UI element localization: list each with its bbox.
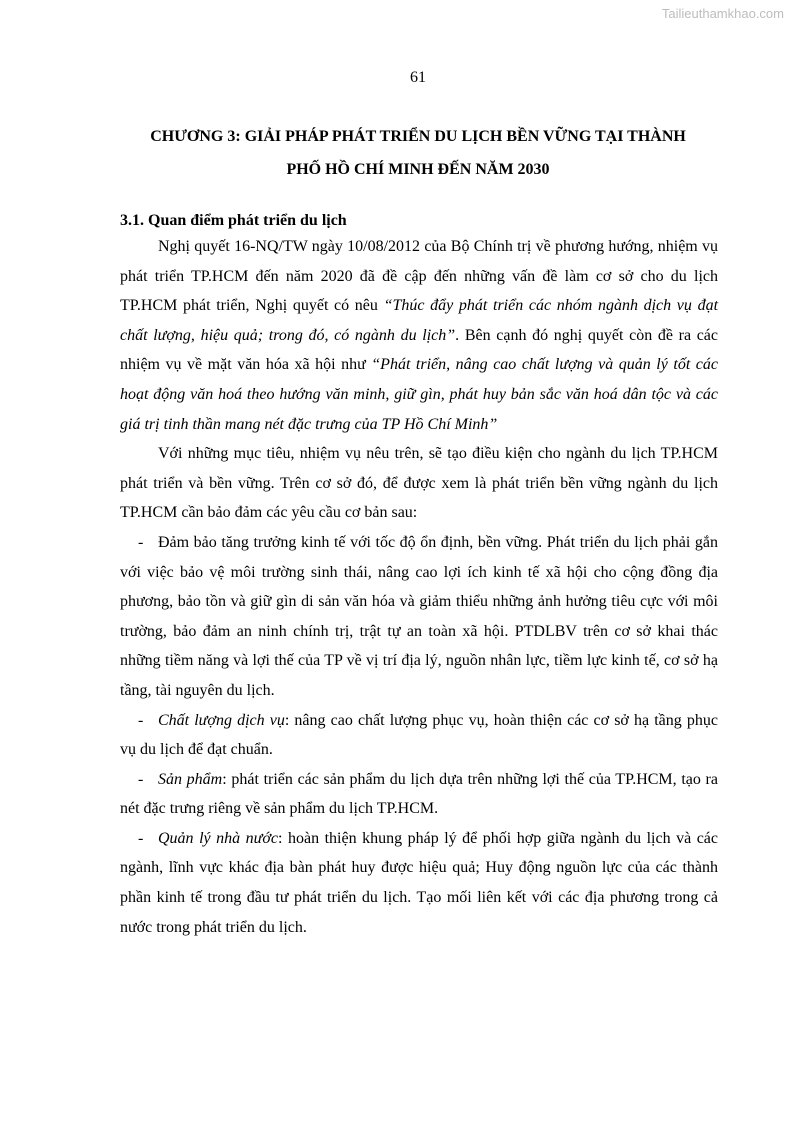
list-item: [120, 528, 718, 706]
list-item: [120, 824, 718, 942]
quote-culture-development: “Phát triển, nâng cao chất lượng và quản lý tốt các hoạt động văn hoá theo hướng văn minh, giữ gìn, phát huy bản sắc văn hoá dân tộc và các giá trị tinh thần mang nét đặc trưng của TP Hồ Chí Minh”: [120, 356, 719, 433]
list-item: [120, 765, 718, 824]
section-heading: 3.1. Quan điểm phát triển du lịch: [120, 212, 347, 229]
bullet-dash: -: [138, 770, 144, 788]
page-number: 61: [410, 69, 426, 86]
bullet-dash: -: [138, 711, 144, 729]
quote-service-development: “Thúc đẩy phát triển các nhóm ngành dịch vụ đạt chất lượng, hiệu quả; trong đó, có ngành du lịch”: [120, 297, 719, 344]
chapter-title-line-1: CHƯƠNG 3: GIẢI PHÁP PHÁT TRIỂN DU LỊCH BỀN VỮNG TẠI THÀNH: [150, 128, 686, 145]
list-item-text: : hoàn thiện khung pháp lý để phối hợp giữa ngành du lịch và các ngành, lĩnh vực khác địa bàn phát huy được hiệu quả; Huy động nguồn lực của các thành phần kinh tế trong đầu tư phát triển du lịch. Tạo mối liên kết với các địa phương trong cả nước trong phát triển du lịch.: [120, 829, 719, 936]
list-item-text: : nâng cao chất lượng phục vụ, hoàn thiện các cơ sở hạ tầng phục vụ du lịch để đạt chuẩn.: [120, 711, 718, 759]
chapter-title-line-2: PHỐ HỒ CHÍ MINH ĐẾN NĂM 2030: [286, 161, 550, 178]
list-item-label: Chất lượng dịch vụ: [158, 711, 285, 729]
paragraph-text: . Bên cạnh đó nghị quyết còn đề ra các nhiệm vụ về mặt văn hóa xã hội như: [120, 326, 719, 374]
paragraph-text: Nghị quyết 16-NQ/TW ngày 10/08/2012 của Bộ Chính trị về phương hướng, nhiệm vụ phát triển TP.HCM đến năm 2020 đã đề cập đến những vấn đề làm cơ sở cho du lịch TP.HCM phát triển, Nghị quyết có nêu: [120, 238, 718, 315]
chapter-title: [110, 120, 726, 186]
document-body: [120, 232, 718, 942]
paragraph-resolution: [120, 232, 718, 439]
list-item: [120, 706, 718, 765]
list-item-label: Sản phẩm: [158, 770, 223, 788]
bullet-dash: -: [138, 829, 144, 847]
paragraph-requirements-intro: Với những mục tiêu, nhiệm vụ nêu trên, sẽ tạo điều kiện cho ngành du lịch TP.HCM phát triển và bền vững. Trên cơ sở đó, để được xem là phát triển bền vững ngành du lịch TP.HCM cần bảo đảm các yêu cầu cơ bản sau:: [120, 445, 718, 522]
list-item-text: : phát triển các sản phẩm du lịch dựa trên những lợi thế của TP.HCM, tạo ra nét đặc trưng riêng về sản phẩm du lịch TP.HCM.: [120, 770, 718, 818]
list-item-label: Quản lý nhà nước: [158, 829, 279, 847]
list-item-text: Đảm bảo tăng trưởng kinh tế với tốc độ ổn định, bền vững. Phát triển du lịch phải gắn với việc bảo vệ môi trường sinh thái, nâng cao lợi ích kinh tế xã hội cho cộng đồng địa phương, bảo tồn và giữ gìn di sản văn hóa và giảm thiểu những ảnh hưởng tiêu cực với môi trường, bảo đảm an ninh chính trị, trật tự an toàn xã hội. PTDLBV trên cơ sở khai thác những tiềm năng và lợi thế của TP về vị trí địa lý, nguồn nhân lực, tiềm lực kinh tế, cơ sở hạ tầng, tài nguyên du lịch.: [120, 533, 718, 699]
watermark: Tailieuthamkhao.com: [661, 6, 784, 21]
bullet-dash: -: [138, 533, 144, 551]
